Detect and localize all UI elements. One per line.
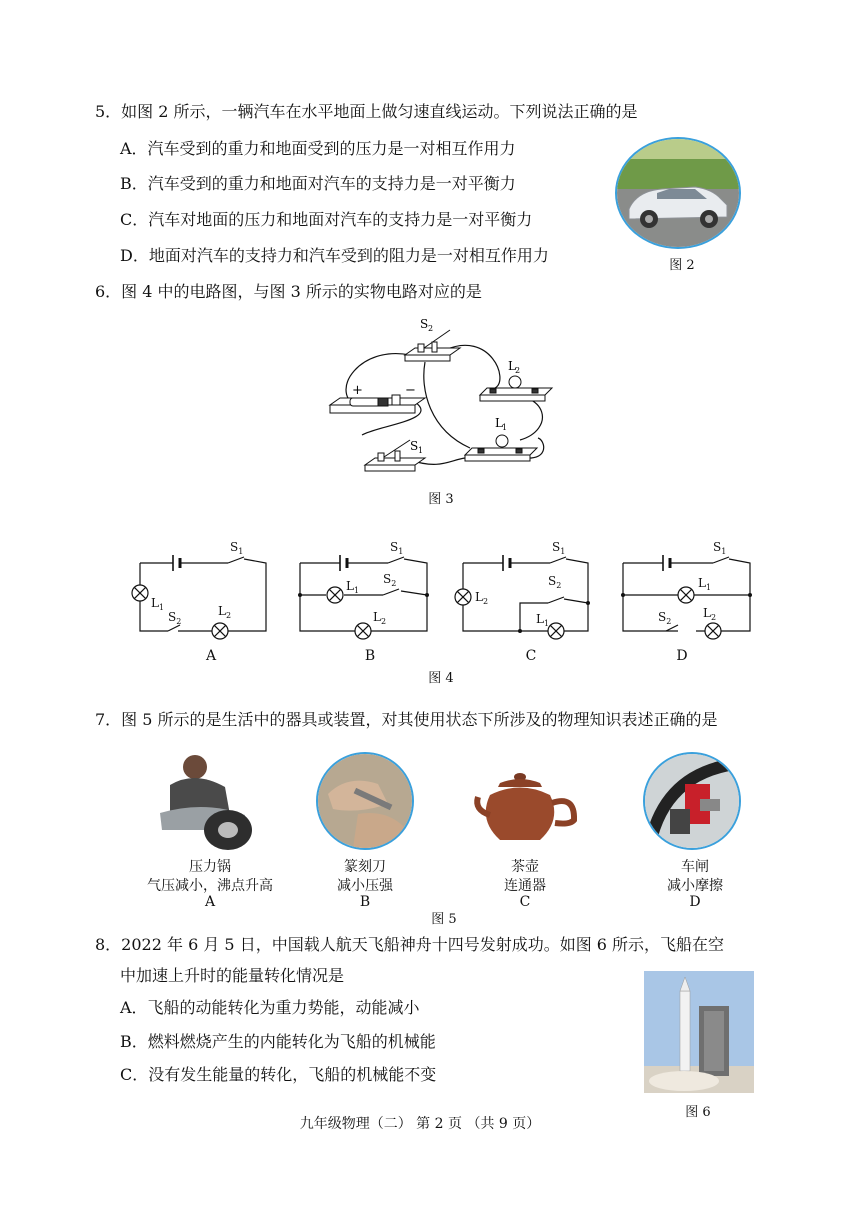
pressure-cooker-photo <box>150 745 260 850</box>
svg-text:S: S <box>420 317 429 331</box>
fig3-physical-circuit <box>320 310 560 480</box>
item-b-letter: B <box>359 894 371 910</box>
svg-text:1: 1 <box>418 446 424 455</box>
svg-text:S1: $S_1$ <box>390 540 404 556</box>
svg-text:L: L <box>508 359 516 373</box>
q7-stem: 7．图 5 所示的是生活中的器具或装置，对其使用状态下所涉及的物理知识表述正确的是 <box>95 710 718 729</box>
fig4-option-b: B <box>364 648 376 664</box>
item-a-desc: 气压减小，沸点升高 <box>147 878 273 894</box>
rocket-launch-photo <box>644 971 754 1093</box>
teapot-photo <box>470 765 580 847</box>
q8-option-b: B．燃料燃烧产生的内能转化为飞船的机械能 <box>120 1032 436 1051</box>
q8-stem-line2: 中加速上升时的能量转化情况是 <box>120 966 345 985</box>
q8-stem-line1: 8．2022 年 6 月 5 日，中国载人航天飞船神舟十四号发射成功。如图 6 所示，飞船在空 <box>95 935 725 954</box>
fig5-caption: 图 5 <box>431 912 457 927</box>
svg-text:−: − <box>405 383 416 398</box>
q5-option-d: D．地面对汽车的支持力和汽车受到的阻力是一对相互作用力 <box>120 246 549 265</box>
svg-text:+: + <box>352 383 363 398</box>
item-d-desc: 减小摩擦 <box>667 878 723 894</box>
item-b-desc: 减小压强 <box>337 878 393 894</box>
bike-brake-photo <box>643 752 741 850</box>
svg-text:S2: $S_2$ <box>658 610 672 626</box>
item-b-name: 篆刻刀 <box>344 859 386 875</box>
svg-text:L1: $L_1$ <box>151 596 165 612</box>
svg-text:2: 2 <box>515 366 521 375</box>
q6-stem: 6．图 4 中的电路图，与图 3 所示的实物电路对应的是 <box>95 282 482 301</box>
svg-text:L1: $L_1$ <box>346 579 360 595</box>
svg-text:S1: $S_1$ <box>713 540 727 556</box>
svg-text:L1: $L_1$ <box>536 612 550 628</box>
item-a-name: 压力锅 <box>189 859 231 875</box>
carving-knife-photo <box>316 752 414 850</box>
svg-text:L2: $L_2$ <box>373 610 387 626</box>
q5-option-c: C．汽车对地面的压力和地面对汽车的支持力是一对平衡力 <box>120 210 533 229</box>
svg-text:S1: $S_1$ <box>552 540 566 556</box>
fig6-caption: 图 6 <box>685 1105 711 1120</box>
q5-option-b: B．汽车受到的重力和地面对汽车的支持力是一对平衡力 <box>120 174 516 193</box>
svg-text:L2: $L_2$ <box>703 606 717 622</box>
fig2-caption: 图 2 <box>669 258 695 273</box>
svg-text:S: S <box>410 439 419 453</box>
fig4-option-a: A <box>205 648 217 664</box>
q5-stem: 5．如图 2 所示，一辆汽车在水平地面上做匀速直线运动。下列说法正确的是 <box>95 102 638 121</box>
svg-text:S1: $S_1$ <box>230 540 244 556</box>
item-d-letter: D <box>689 894 701 910</box>
svg-text:L1: $L_1$ <box>698 576 712 592</box>
svg-text:1: 1 <box>502 423 508 432</box>
svg-text:S2: $S_2$ <box>383 572 397 588</box>
car-photo <box>615 137 741 249</box>
item-a-letter: A <box>204 894 216 910</box>
item-c-name: 茶壶 <box>511 859 539 875</box>
page-footer: 九年级物理（二） 第 2 页 （共 9 页） <box>299 1116 541 1132</box>
q5-option-a: A．汽车受到的重力和地面受到的压力是一对相互作用力 <box>120 139 516 158</box>
svg-text:S2: $S_2$ <box>168 610 182 626</box>
q8-option-c: C．没有发生能量的转化，飞船的机械能不变 <box>120 1065 437 1084</box>
item-d-name: 车闸 <box>681 859 709 875</box>
svg-text:L2: $L_2$ <box>475 590 489 606</box>
item-c-desc: 连通器 <box>504 878 546 894</box>
fig4-caption: 图 4 <box>428 671 454 686</box>
svg-text:L: L <box>495 416 503 430</box>
svg-text:S2: $S_2$ <box>548 574 562 590</box>
item-c-letter: C <box>519 894 531 910</box>
fig4-option-c: C <box>525 648 537 664</box>
q8-option-a: A．飞船的动能转化为重力势能，动能减小 <box>120 998 420 1017</box>
svg-text:L2: $L_2$ <box>218 604 232 620</box>
fig3-caption: 图 3 <box>428 492 454 507</box>
fig4-option-d: D <box>676 648 688 664</box>
svg-text:2: 2 <box>428 324 434 333</box>
